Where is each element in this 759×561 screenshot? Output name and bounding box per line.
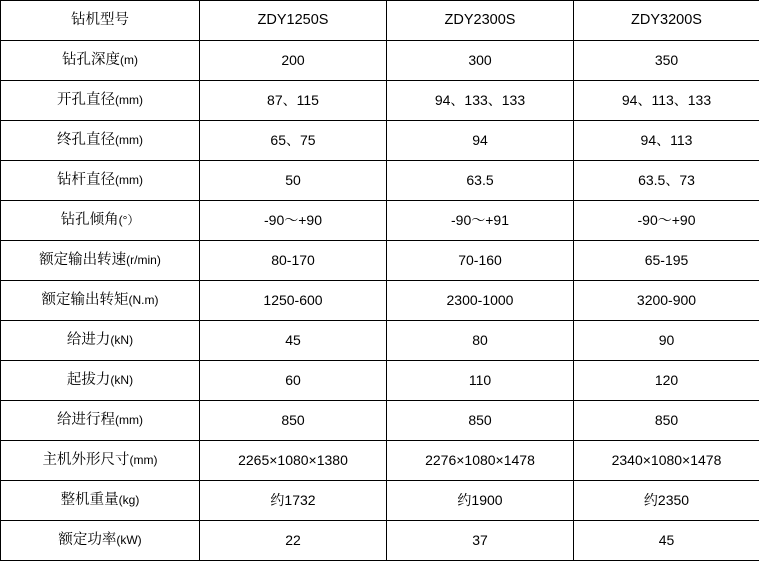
row-label: [1, 121, 200, 161]
table-row: [1, 41, 759, 81]
row-value: 63.5: [387, 161, 574, 201]
row-label-text: 额定输出转矩: [41, 292, 129, 309]
table-row: [1, 201, 759, 241]
row-value: 80-170: [200, 241, 387, 281]
table-header-row: [1, 1, 759, 41]
row-value: 70-160: [387, 241, 574, 281]
row-label-unit: (mm): [115, 133, 143, 148]
row-label: [1, 161, 200, 201]
row-value: -90～+90: [200, 201, 387, 241]
row-label: [1, 241, 200, 281]
table-row: [1, 321, 759, 361]
row-label: [1, 81, 200, 121]
row-label-text: 开孔直径: [57, 92, 115, 109]
row-value: 63.5、73: [574, 161, 759, 201]
row-value: 约1732: [200, 481, 387, 521]
row-value: 60: [200, 361, 387, 401]
row-label: [1, 521, 200, 561]
row-label-text: 主机外形尺寸: [42, 452, 130, 469]
row-value: 45: [200, 321, 387, 361]
row-label-unit: (N.m): [128, 293, 159, 308]
row-value: 45: [574, 521, 759, 561]
row-value: 87、115: [200, 81, 387, 121]
table-row: [1, 281, 759, 321]
row-label: [1, 321, 200, 361]
row-value: 2340×1080×1478: [574, 441, 759, 481]
row-value: 3200-900: [574, 281, 759, 321]
row-value: 约1900: [387, 481, 574, 521]
row-label-text: 钻杆直径: [57, 172, 115, 189]
row-value: 2265×1080×1380: [200, 441, 387, 481]
table-row: [1, 361, 759, 401]
table-header-cell-model-3: ZDY3200S: [574, 1, 759, 41]
row-value: 200: [200, 41, 387, 81]
row-value: 110: [387, 361, 574, 401]
row-label: [1, 201, 200, 241]
row-value: 2300-1000: [387, 281, 574, 321]
row-label-unit: (°）: [118, 213, 140, 228]
table-header-cell-model-2: ZDY2300S: [387, 1, 574, 41]
row-label-unit: (kN): [110, 333, 134, 348]
row-label-unit: (kW): [116, 533, 142, 548]
table-row: [1, 401, 759, 441]
table-row: [1, 161, 759, 201]
row-value: 94: [387, 121, 574, 161]
row-value: 94、133、133: [387, 81, 574, 121]
table-row: [1, 481, 759, 521]
row-label-text: 起拔力: [66, 372, 111, 389]
row-label-unit: (mm): [129, 453, 158, 468]
table-row: [1, 241, 759, 281]
table-header-cell-model-1: ZDY1250S: [200, 1, 387, 41]
row-label-text: 整机重量: [60, 492, 119, 509]
row-label-text: 给进力: [66, 332, 111, 349]
row-value: 850: [200, 401, 387, 441]
row-value: 约2350: [574, 481, 759, 521]
row-label-text: 钻孔深度: [62, 52, 120, 69]
table-row: [1, 121, 759, 161]
row-value: -90～+91: [387, 201, 574, 241]
table-header-cell-parameter: 钻机型号: [1, 1, 200, 41]
table-row: [1, 81, 759, 121]
row-value: 22: [200, 521, 387, 561]
row-value: 94、113、133: [574, 81, 759, 121]
row-label-unit: (r/min): [126, 253, 161, 268]
table-row: [1, 521, 759, 561]
row-label-text: 给进行程: [57, 412, 115, 429]
row-value: 850: [574, 401, 759, 441]
row-label-text: 额定输出转速: [39, 252, 127, 269]
row-value: 300: [387, 41, 574, 81]
row-label: [1, 481, 200, 521]
row-value: 2276×1080×1478: [387, 441, 574, 481]
row-value: 850: [387, 401, 574, 441]
row-label-unit: (mm): [115, 173, 143, 188]
row-label-text: 钻孔倾角: [60, 212, 119, 229]
row-label: [1, 401, 200, 441]
row-label-unit: (mm): [115, 413, 143, 428]
row-label: [1, 281, 200, 321]
row-label: [1, 361, 200, 401]
row-value: 94、113: [574, 121, 759, 161]
row-label-text: 额定功率: [58, 532, 117, 549]
row-label-unit: (kg): [118, 493, 140, 508]
row-value: -90～+90: [574, 201, 759, 241]
row-value: 65、75: [200, 121, 387, 161]
row-label: [1, 441, 200, 481]
row-value: 90: [574, 321, 759, 361]
row-label: [1, 41, 200, 81]
row-label-unit: (mm): [115, 93, 143, 108]
row-value: 65-195: [574, 241, 759, 281]
row-value: 50: [200, 161, 387, 201]
row-value: 120: [574, 361, 759, 401]
row-value: 37: [387, 521, 574, 561]
row-value: 350: [574, 41, 759, 81]
row-value: 1250-600: [200, 281, 387, 321]
row-label-unit: (kN): [110, 373, 134, 388]
row-value: 80: [387, 321, 574, 361]
table-row: [1, 441, 759, 481]
row-label-unit: (m): [120, 53, 138, 68]
row-label-text: 终孔直径: [57, 132, 115, 149]
